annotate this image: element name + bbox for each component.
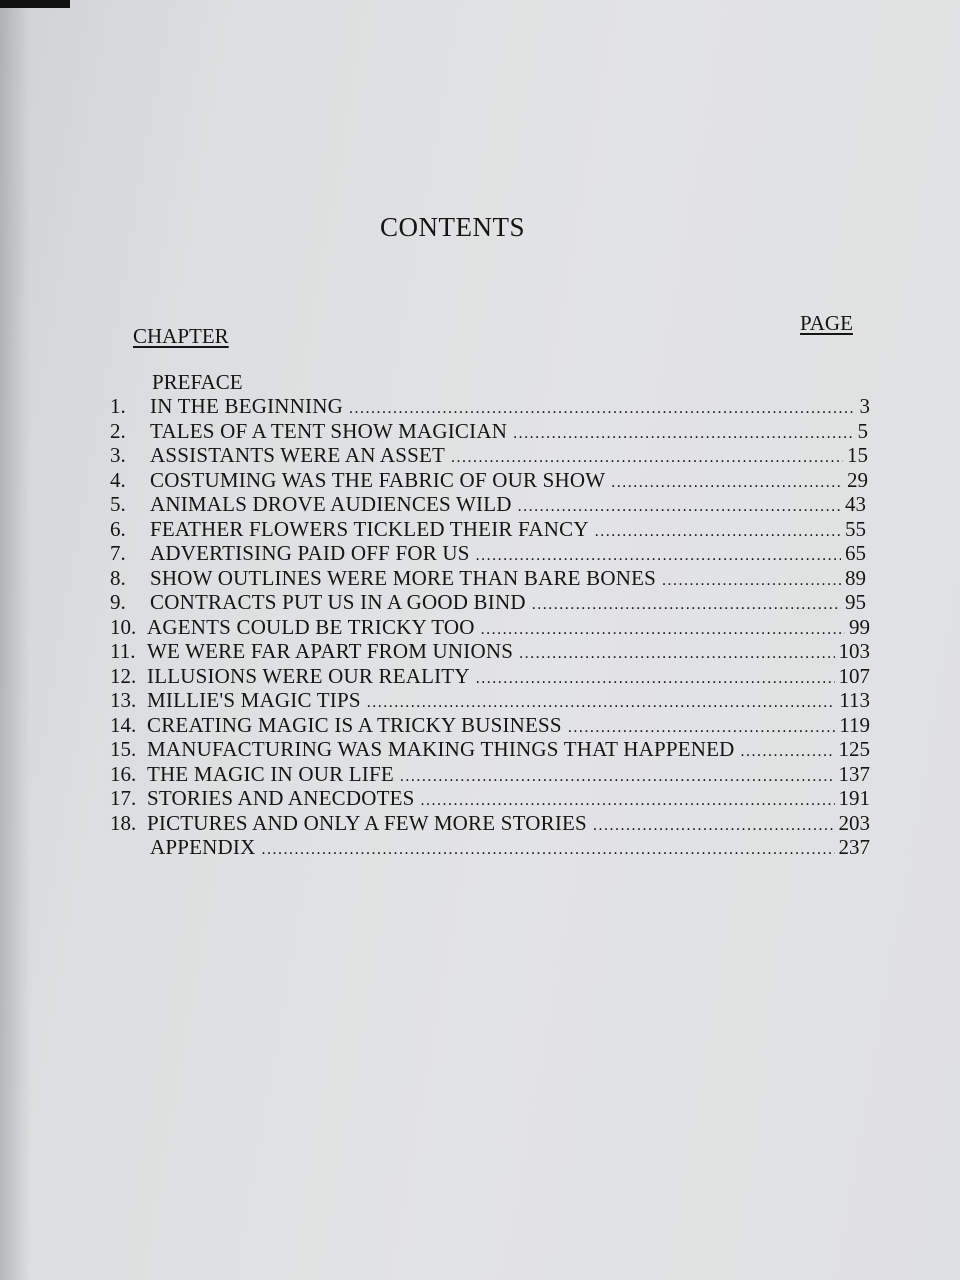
dot-leader [595,520,841,544]
toc-entry [110,713,870,737]
chapter-title: ANIMALS DROVE AUDIENCES WILD [150,492,512,516]
chapter-title: IN THE BEGINNING [150,394,343,418]
chapter-title: AGENTS COULD BE TRICKY TOO [147,614,475,639]
page-number: 203 [838,810,870,835]
page-number: 5 [857,418,868,443]
dot-leader [481,618,845,642]
dot-leader [593,814,835,838]
chapter-number: 13. [110,688,137,712]
toc-entry [110,541,866,565]
chapter-column-header: CHAPTER [133,324,229,348]
toc-entry [110,492,866,516]
toc-entry-line [147,737,870,764]
chapter-title: FEATHER FLOWERS TICKLED THEIR FANCY [150,516,589,541]
toc-entry-line [150,541,866,568]
dot-leader [367,691,836,715]
toc-entry-line [150,419,868,446]
toc-entry-line [147,639,870,666]
toc-entry [110,419,868,443]
dot-leader [400,765,835,789]
toc-entry-line [150,517,866,544]
toc-entry [110,468,868,492]
page-number: 99 [849,614,870,639]
dot-leader [476,544,841,568]
chapter-number: 7. [110,541,126,565]
page-number: 29 [847,467,868,492]
chapter-title: COSTUMING WAS THE FABRIC OF OUR SHOW [150,467,606,492]
page-title: CONTENTS [380,212,525,242]
page-number: 119 [839,712,870,737]
page-number: 15 [847,443,868,467]
toc-entry-line [150,492,866,519]
corner-shadow [0,0,70,8]
chapter-title: ADVERTISING PAID OFF FOR US [150,541,470,565]
page-number: 113 [839,688,870,712]
page-number: 65 [845,541,866,565]
chapter-title: WE WERE FAR APART FROM UNIONS [147,639,514,663]
chapter-number: 14. [110,712,137,737]
toc-entry-line [147,762,870,789]
chapter-title: APPENDIX [150,835,256,859]
dot-leader [611,471,843,495]
dot-leader [519,642,834,666]
toc-entry-line [147,811,870,838]
chapter-number: 2. [110,418,126,443]
dot-leader [741,740,835,764]
toc-entry-line [147,786,870,813]
chapter-title: THE MAGIC IN OUR LIFE [147,761,394,786]
toc-entry-line [150,394,870,421]
page-number: 191 [838,786,870,810]
toc-entry [110,566,866,590]
toc-entry [110,664,870,688]
chapter-title: CONTRACTS PUT US IN A GOOD BIND [150,590,526,614]
toc-entry [110,394,870,418]
chapter-title: MILLIE'S MAGIC TIPS [147,688,361,712]
dot-leader [476,667,835,691]
chapter-title: SHOW OUTLINES WERE MORE THAN BARE BONES [150,565,656,590]
page-number: 43 [845,492,866,516]
dot-leader [518,495,841,519]
chapter-number: 9. [110,590,126,614]
chapter-number: 18. [110,810,137,835]
chapter-title: ASSISTANTS WERE AN ASSET [150,443,446,467]
toc-entry-line [150,443,868,470]
page-number: 55 [845,516,866,541]
dot-leader [451,446,843,470]
page-column-header: PAGE [800,311,853,335]
chapter-number: 17. [110,786,137,810]
toc-entry [110,811,870,835]
toc-entry [110,443,868,467]
toc-entry-line [147,688,870,715]
toc-entry-line [150,590,866,617]
toc-entry [110,517,866,541]
page-number: 95 [845,590,866,614]
page-shadow [0,0,30,1280]
chapter-number: 16. [110,761,137,786]
page-number: 137 [838,761,870,786]
dot-leader [532,593,841,617]
chapter-number: 5. [110,492,126,516]
toc-entry [110,639,870,663]
page-number: 237 [838,835,870,859]
dot-leader [513,422,853,446]
toc-entry [110,762,870,786]
toc-entry [110,590,866,614]
chapter-number: 11. [110,639,136,663]
chapter-title: TALES OF A TENT SHOW MAGICIAN [150,418,508,443]
toc-entry-line [147,713,870,740]
chapter-title: CREATING MAGIC IS A TRICKY BUSINESS [147,712,562,737]
toc-entry [110,737,870,761]
toc-entry-line [147,664,870,691]
chapter-title: MANUFACTURING WAS MAKING THINGS THAT HAPPENED [147,737,735,761]
page-number: 89 [845,565,866,590]
chapter-number: 1. [110,394,126,418]
page-number: 125 [838,737,870,761]
dot-leader [261,838,834,862]
toc-entry-line [150,835,870,862]
toc-entry-line [150,468,868,495]
toc-entry [110,615,870,639]
chapter-number: 12. [110,663,137,688]
chapter-number: 6. [110,516,126,541]
chapter-title: PICTURES AND ONLY A FEW MORE STORIES [147,810,587,835]
dot-leader [662,569,841,593]
page-number: 107 [838,663,870,688]
dot-leader [568,716,835,740]
chapter-number: 3. [110,443,126,467]
chapter-number: 10. [110,614,137,639]
page-number: 3 [859,394,870,418]
toc-entry [110,835,870,859]
toc-entry [110,688,870,712]
dot-leader [421,789,835,813]
preface-label: PREFACE [152,370,243,394]
chapter-number: 8. [110,565,126,590]
chapter-number: 15. [110,737,137,761]
toc-entry-line [147,615,870,642]
dot-leader [349,397,856,421]
toc-entry [110,786,870,810]
toc-entry-line [150,566,866,593]
page-number: 103 [838,639,870,663]
chapter-number: 4. [110,467,126,492]
chapter-title: STORIES AND ANECDOTES [147,786,415,810]
chapter-title: ILLUSIONS WERE OUR REALITY [147,663,470,688]
